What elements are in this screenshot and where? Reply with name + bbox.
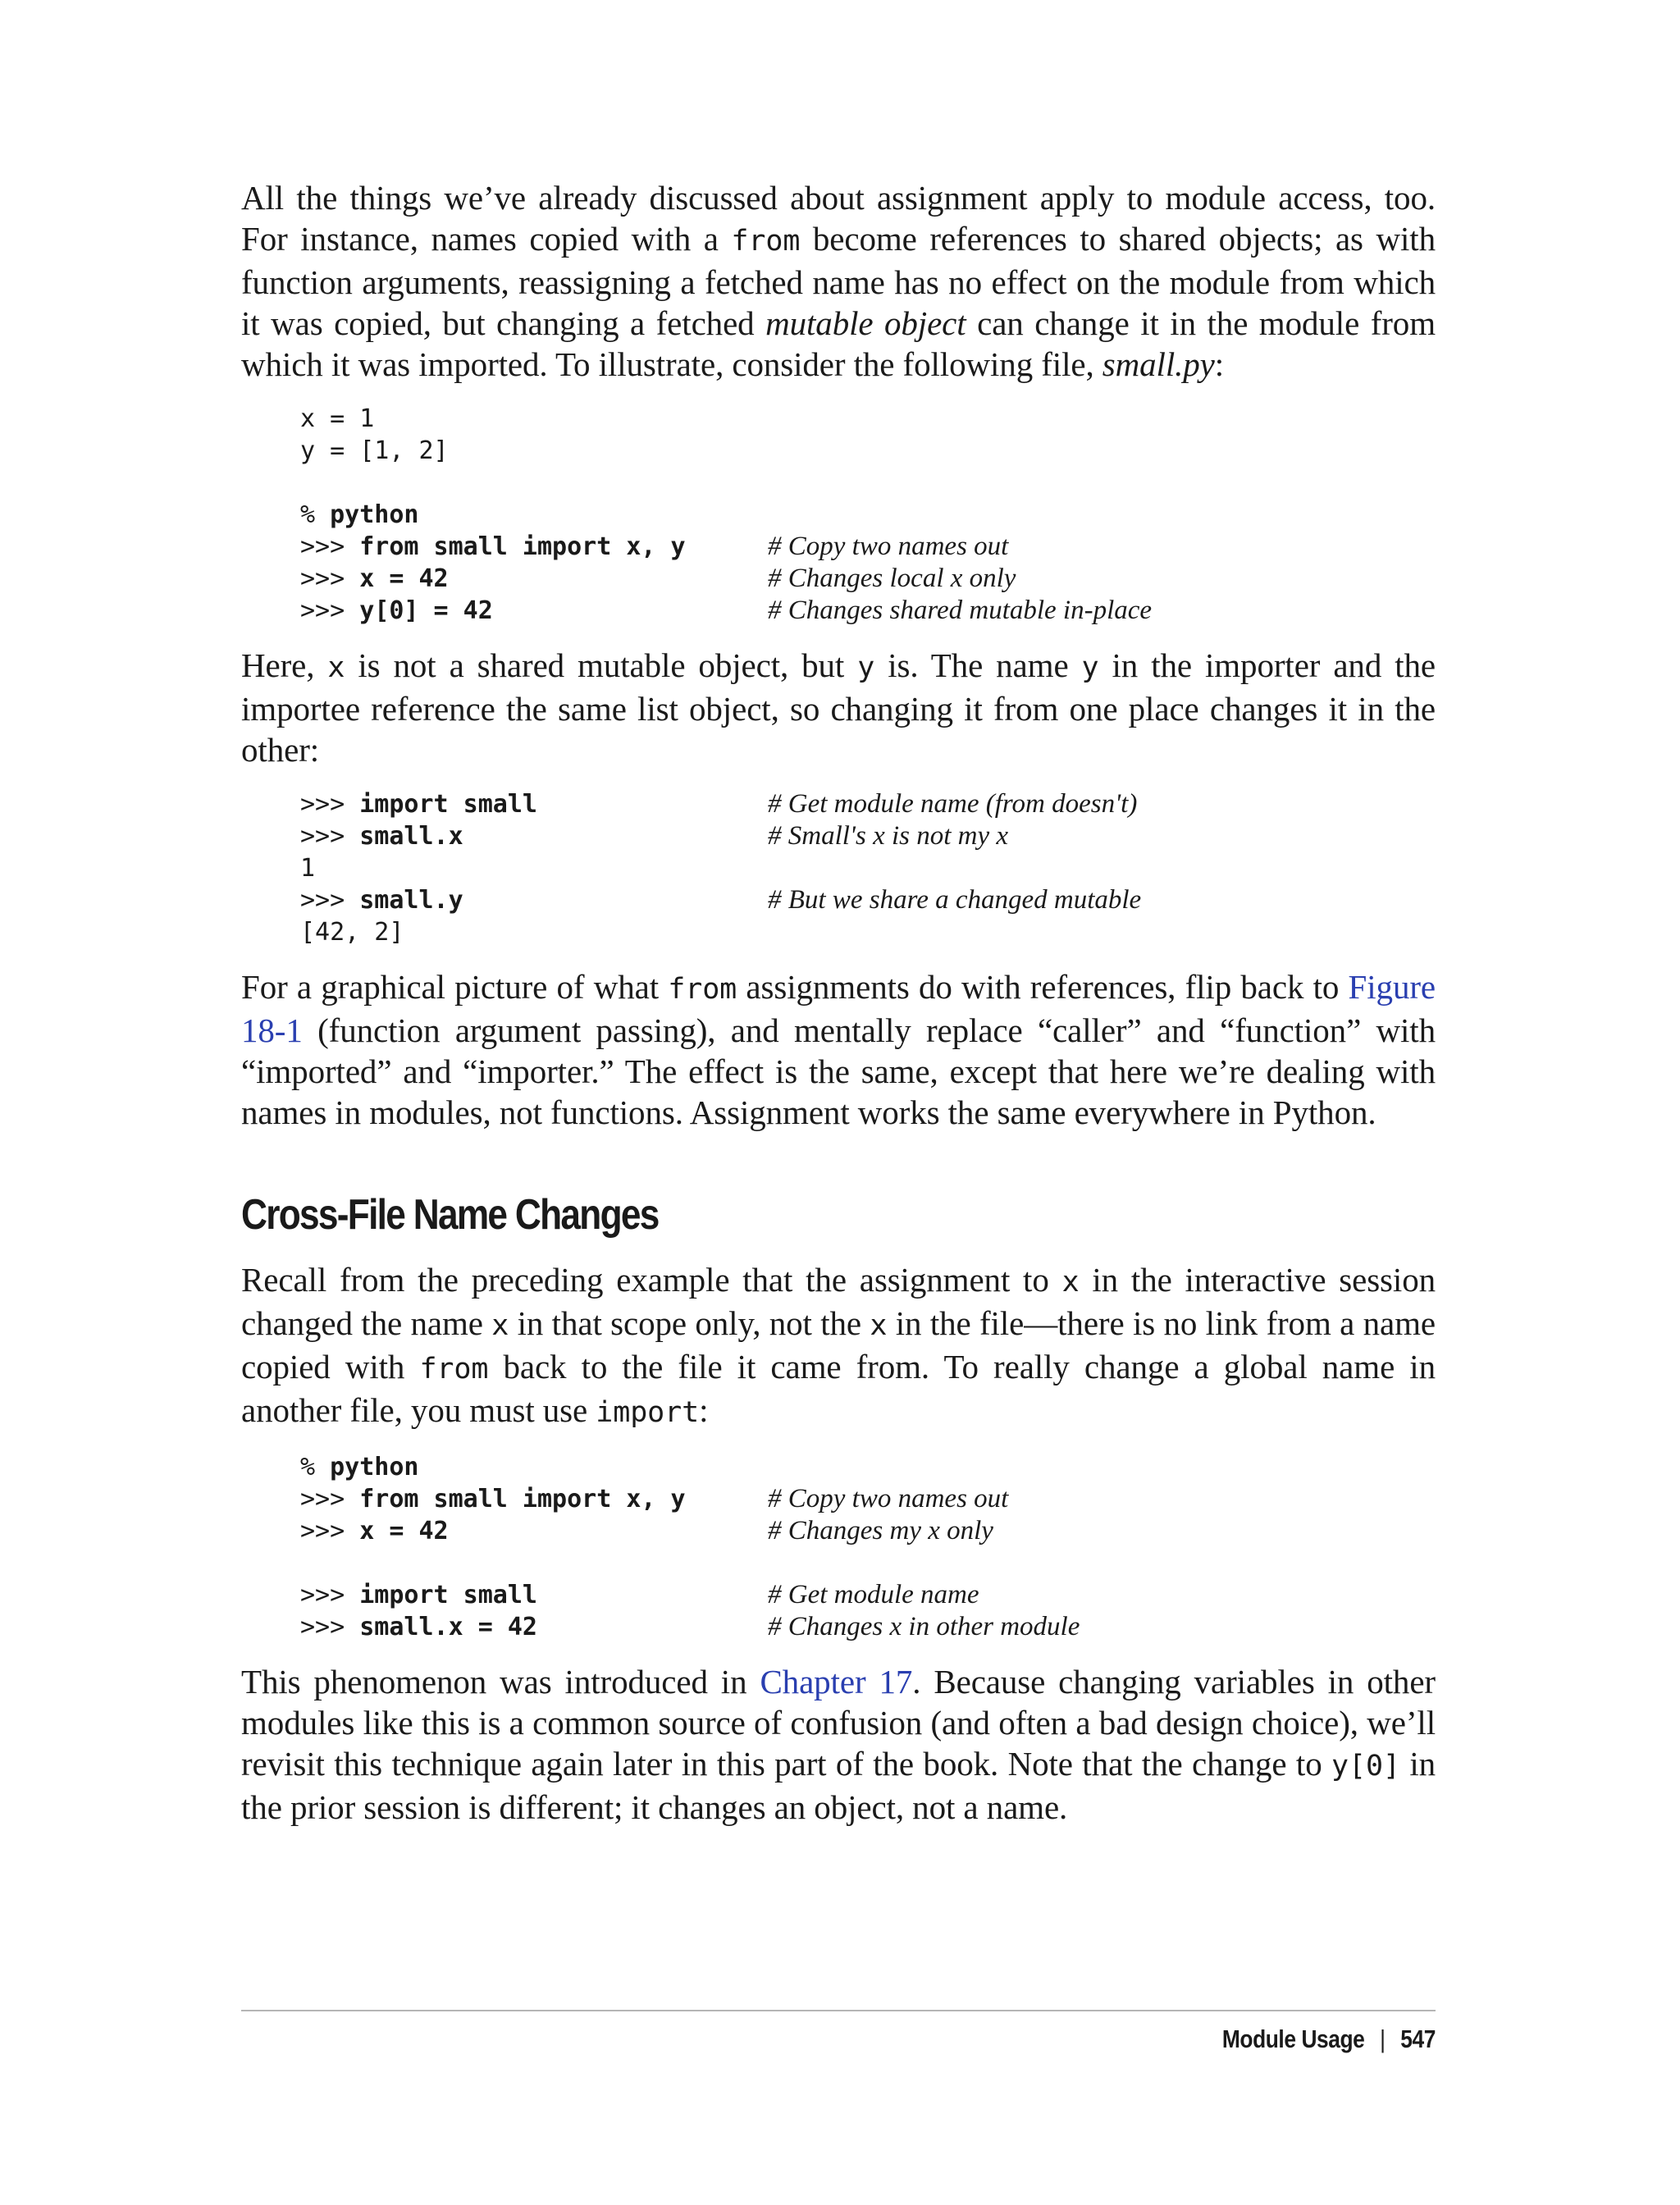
figure-link[interactable]: Figure 18-1: [241, 968, 1436, 1049]
code-output-line: 1: [300, 854, 316, 883]
code-line: >>> from small import x, y # Copy two names out: [300, 532, 1009, 561]
chapter-link[interactable]: Chapter 17: [760, 1663, 913, 1701]
page-footer: [1222, 2025, 1436, 2054]
code-line: x = 1: [300, 404, 375, 433]
code-line: >>> x = 42 # Changes my x only: [300, 1516, 993, 1545]
code-line: % python: [300, 1453, 419, 1481]
code-output-line: [42, 2]: [300, 918, 404, 947]
code-line: >>> small.y # But we share a changed mutable: [300, 885, 1142, 915]
code-line: % python: [300, 500, 419, 529]
code-line: y = [1, 2]: [300, 436, 449, 465]
code-block-cross-file: [300, 1451, 1436, 1643]
page-content: [241, 177, 1436, 1828]
code-block-import-small: [300, 788, 1436, 948]
paragraph-shared-mutable: Here, x is not a shared mutable object, but y is. The name y in the importer and the importee reference the same list object, so changing it from one place changes it in the other:: [241, 646, 1436, 769]
code-block-small-py: [300, 403, 1436, 627]
section-heading: Cross-File Name Changes: [241, 1191, 659, 1239]
code-line: >>> small.x = 42 # Changes x in other module: [300, 1612, 1080, 1641]
code-line: >>> x = 42 # Changes local x only: [300, 564, 1016, 593]
paragraph-recall: Recall from the preceding example that the assignment to x in the interactive session changed the name x in that scope only, not the x in the file—there is no link from a name copied with from back to the file it came from. To really change a global name in another file, you must use import:: [241, 1261, 1436, 1429]
paragraph-graphical-picture: For a graphical picture of what from assignments do with references, flip back to Figure 18-1 (function argument passing), and mentally replace “caller” and “function” with “imported” and “importer.” The effect is the same, except that here we’re dealing with names in modules, not functions. Assignment works the same everywhere in Python.: [241, 968, 1436, 1131]
code-line: >>> y[0] = 42 # Changes shared mutable in-place: [300, 596, 1153, 625]
footer-separator: |: [1380, 2025, 1386, 2053]
paragraph-phenomenon: This phenomenon was introduced in Chapter 17. Because changing variables in other modules like this is a common source of confusion (and often a bad design choice), we’ll revisit this technique again later in this part of the book. Note that the change to y[0] in the prior session is different; it changes an object, not a name.: [241, 1663, 1436, 1826]
footer-divider: [241, 2010, 1436, 2011]
code-line: >>> from small import x, y # Copy two names out: [300, 1484, 1009, 1513]
code-line: >>> import small # Get module name (from doesn't): [300, 789, 1138, 819]
paragraph-assignment-module-access: All the things we’ve already discussed about assignment apply to module access, too. For instance, names copied with a from become references to shared objects; as with function arguments, reassigning a fetched name has no effect on the module from which it was copied, but changing a fetched mutable object can change it in the module from which it was imported. To illustrate, consider the following file, small.py:: [241, 179, 1436, 383]
footer-section-title: Module Usage: [1221, 2025, 1365, 2053]
page-number: 547: [1400, 2025, 1436, 2053]
code-line: >>> import small # Get module name: [300, 1580, 979, 1609]
code-line: >>> small.x # Small's x is not my x: [300, 821, 1009, 851]
